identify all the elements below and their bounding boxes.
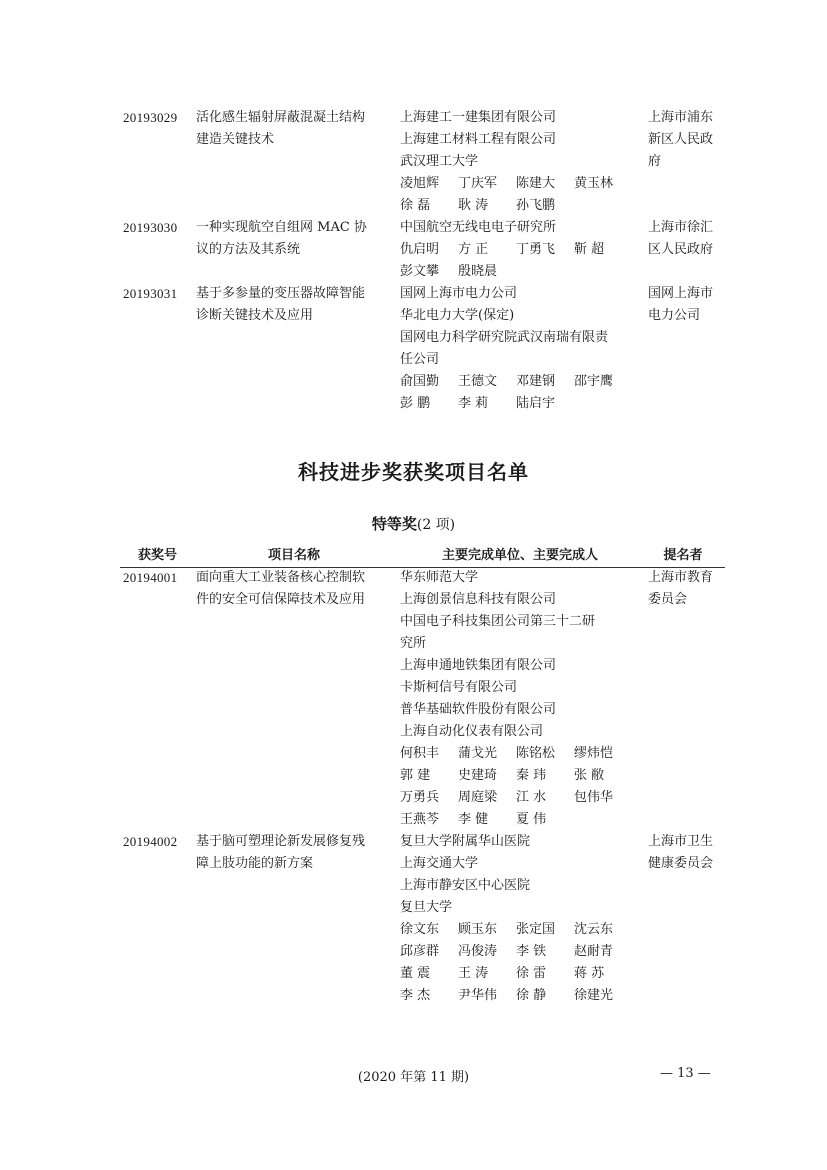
- person-name: 邱彦群: [400, 944, 440, 959]
- person-name: 俞国勤: [400, 374, 440, 389]
- completion-unit: 华东师范大学: [400, 570, 479, 585]
- nominator-line: 上海市浦东: [648, 110, 714, 125]
- person-name: 王 涛: [458, 966, 489, 981]
- header-project-name: 项目名称: [267, 548, 320, 563]
- person-name: 蒋 苏: [574, 966, 605, 981]
- completion-people-line: [400, 173, 640, 195]
- person-name: 李 健: [458, 812, 489, 827]
- completion-unit: 究所: [400, 636, 427, 651]
- nominator-line: 区人民政府: [648, 242, 714, 257]
- project-name-line: 诊断关键技术及应用: [196, 308, 314, 323]
- person-name: 蒲戈光: [458, 746, 498, 761]
- table-header: [0, 545, 827, 567]
- nominator-line: 委员会: [648, 592, 688, 607]
- person-name: 徐建光: [574, 988, 614, 1003]
- person-name: 孙飞鹏: [516, 198, 556, 213]
- header-award-id: 获奖号: [137, 548, 177, 563]
- person-name: 何积丰: [400, 746, 440, 761]
- person-name: 仇启明: [400, 242, 440, 257]
- person-name: 郭 建: [400, 768, 431, 783]
- completion-unit: 上海交通大学: [400, 856, 479, 871]
- completion-unit: 上海申通地铁集团有限公司: [400, 658, 557, 673]
- project-name-line: 基于多参量的变压器故障智能: [196, 286, 366, 301]
- nominator-line: 国网上海市: [648, 286, 714, 301]
- completion-unit: 华北电力大学(保定): [400, 308, 515, 323]
- completion-unit: 上海市静安区中心医院: [400, 878, 531, 893]
- completion-people-line: [400, 261, 640, 283]
- nominator-line: 电力公司: [648, 308, 701, 323]
- person-name: 冯俊涛: [458, 944, 498, 959]
- person-name: 徐 雷: [516, 966, 547, 981]
- person-name: 陈建大: [516, 176, 556, 191]
- completion-people-line: [400, 371, 640, 393]
- person-name: 陈铭松: [516, 746, 556, 761]
- project-name-line: 障上肢功能的新方案: [196, 856, 314, 871]
- footer-issue: (2020 年第 11 期): [357, 1070, 470, 1085]
- person-name: 赵耐青: [574, 944, 614, 959]
- nominator-line: 上海市教育: [648, 570, 714, 585]
- person-name: 王德文: [458, 374, 498, 389]
- nominator-line: 健康委员会: [648, 856, 714, 871]
- completion-people-line: [400, 963, 640, 985]
- project-name-line: 活化感生辐射屏蔽混凝土结构: [196, 110, 366, 125]
- project-name-line: 一种实现航空自组网 MAC 协: [196, 220, 367, 235]
- completion-people-line: [400, 985, 640, 1007]
- person-name: 邓建钢: [516, 374, 556, 389]
- award-id: 20193030: [123, 220, 178, 235]
- nominator-line: 上海市卫生: [648, 834, 714, 849]
- person-name: 徐 磊: [400, 198, 431, 213]
- project-name-line: 建造关键技术: [196, 132, 275, 147]
- person-name: 李 铁: [516, 944, 547, 959]
- completion-people-line: [400, 239, 640, 261]
- person-name: 包伟华: [574, 790, 614, 805]
- project-name-line: 件的安全可信保障技术及应用: [196, 592, 366, 607]
- project-name-line: 面向重大工业装备核心控制软: [196, 570, 366, 585]
- person-name: 邵宇鹰: [574, 374, 614, 389]
- completion-people-line: [400, 787, 640, 809]
- nominator-line: 府: [648, 154, 662, 169]
- person-name: 史建琦: [458, 768, 498, 783]
- page-number: — 13 —: [660, 1066, 711, 1081]
- grade-name: 特等奖: [371, 515, 417, 533]
- project-name-line: 基于脑可塑理论新发展修复残: [196, 834, 366, 849]
- person-name: 董 震: [400, 966, 431, 981]
- completion-unit: 中国电子科技集团公司第三十二研: [400, 614, 596, 629]
- completion-unit: 武汉理工大学: [400, 154, 479, 169]
- completion-people-line: [400, 743, 640, 765]
- person-name: 李 莉: [458, 396, 489, 411]
- completion-unit: 上海建工一建集团有限公司: [400, 110, 557, 125]
- completion-unit: 上海建工材料工程有限公司: [400, 132, 557, 147]
- person-name: 方 正: [458, 242, 489, 257]
- award-id: 20194002: [123, 834, 178, 849]
- person-name: 凌旭辉: [400, 176, 440, 191]
- completion-people-line: [400, 941, 640, 963]
- person-name: 殷晓晨: [458, 264, 498, 279]
- completion-unit: 国网电力科学研究院武汉南瑞有限责: [400, 330, 609, 345]
- header-units-people: 主要完成单位、主要完成人: [441, 548, 598, 563]
- completion-unit: 复旦大学: [400, 900, 453, 915]
- person-name: 耿 涛: [458, 198, 489, 213]
- award-id: 20193031: [123, 286, 178, 301]
- completion-unit: 复旦大学附属华山医院: [400, 834, 531, 849]
- person-name: 彭 鹏: [400, 396, 431, 411]
- person-name: 江 水: [516, 790, 547, 805]
- section-title: 科技进步奖获奖项目名单: [298, 460, 529, 484]
- person-name: 顾玉东: [458, 922, 498, 937]
- person-name: 靳 超: [574, 242, 605, 257]
- person-name: 万勇兵: [400, 790, 440, 805]
- completion-people-line: [400, 919, 640, 941]
- person-name: 丁庆军: [458, 176, 498, 191]
- person-name: 王燕芩: [400, 812, 440, 827]
- person-name: 陆启宇: [516, 396, 556, 411]
- person-name: 李 杰: [400, 988, 431, 1003]
- completion-people-line: [400, 195, 640, 217]
- nominator-line: 新区人民政: [648, 132, 714, 147]
- person-name: 尹华伟: [458, 988, 498, 1003]
- person-name: 缪炜恺: [574, 746, 614, 761]
- completion-unit: 普华基础软件股份有限公司: [400, 702, 557, 717]
- completion-unit: 中国航空无线电电子研究所: [400, 220, 557, 235]
- award-id: 20193029: [123, 110, 178, 125]
- person-name: 秦 玮: [516, 768, 547, 783]
- project-name-line: 议的方法及其系统: [196, 242, 301, 257]
- completion-people-line: [400, 765, 640, 787]
- person-name: 彭文攀: [400, 264, 440, 279]
- person-name: 徐 静: [516, 988, 547, 1003]
- nominator-line: 上海市徐汇: [648, 220, 714, 235]
- person-name: 张定国: [516, 922, 556, 937]
- completion-people-line: [400, 393, 640, 415]
- person-name: 黄玉林: [574, 176, 614, 191]
- header-nominator: 提名者: [663, 548, 703, 563]
- person-name: 夏 伟: [516, 812, 547, 827]
- person-name: 张 敝: [574, 768, 605, 783]
- award-id: 20194001: [123, 570, 178, 585]
- completion-unit: 卡斯柯信号有限公司: [400, 680, 518, 695]
- grade-count: (2 项): [416, 517, 456, 533]
- person-name: 徐文东: [400, 922, 440, 937]
- completion-unit: 上海创景信息科技有限公司: [400, 592, 557, 607]
- completion-people-line: [400, 809, 640, 831]
- grade-title: [0, 513, 827, 534]
- person-name: 沈云东: [574, 922, 614, 937]
- completion-unit: 上海自动化仪表有限公司: [400, 724, 544, 739]
- person-name: 丁勇飞: [516, 242, 556, 257]
- completion-unit: 国网上海市电力公司: [400, 286, 518, 301]
- person-name: 周庭梁: [458, 790, 498, 805]
- completion-unit: 任公司: [400, 352, 440, 367]
